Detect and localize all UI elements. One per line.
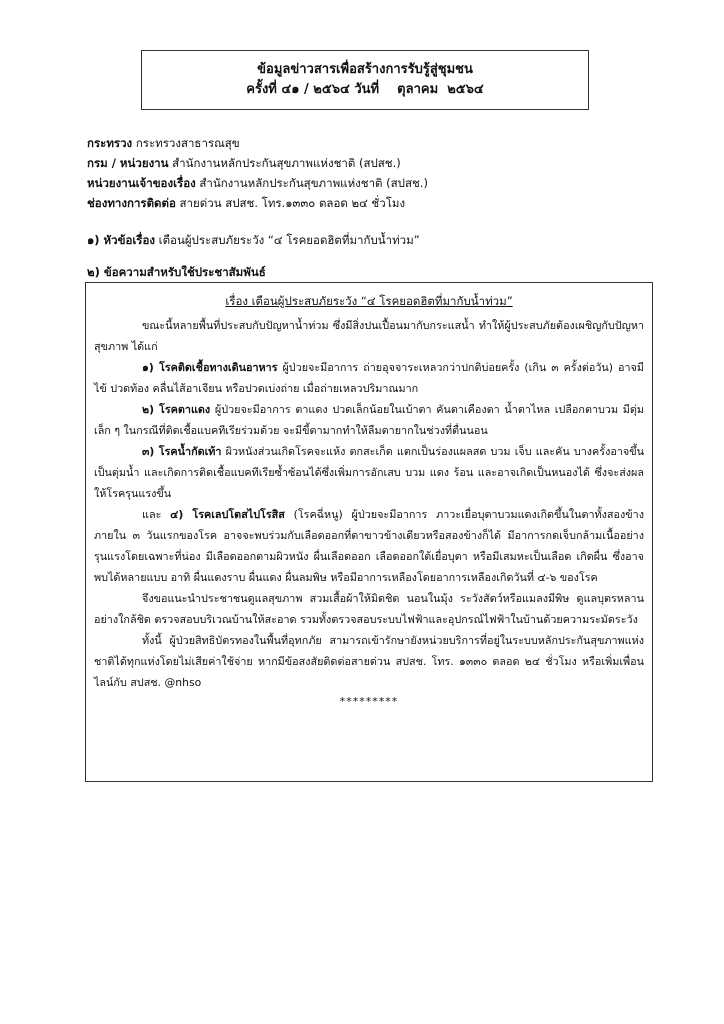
section2-label: ๒) ข้อความสำหรับใช้ประชาสัมพันธ์ — [87, 265, 266, 279]
disease-1 — [94, 357, 644, 399]
disease-3-body: ผิวหนังส่วนเกิดโรคจะแห้ง ตกสะเก็ด แตกเป็นร่องแผลสด บวม เจ็บ และคัน บางครั้งอาจขึ้นเป็นตุ่มน้ำ และเกิดการติดเชื้อแบคทีเรียซ้ำซ้อนได้ซึ่งเพิ่มการอักเสบ บวม แดง ร้อน และอาจเกิดเป็นหนองได้ ซึ่งจะส่งผลให้โรครุนแรงขึ้น — [94, 445, 644, 500]
meta-ministry-value: กระทรวงสาธารณสุข — [135, 136, 240, 150]
message-title: เรื่อง เตือนผู้ประสบภัยระวัง “๔ โรคยอดฮิตที่มากับน้ำท่วม” — [225, 294, 513, 308]
meta-ministry-label: กระทรวง — [87, 136, 133, 150]
meta-contact-value: สายด่วน สปสช. โทร.๑๓๓๐ ตลอด ๒๔ ชั่วโมง — [179, 196, 406, 210]
meta-ministry — [87, 133, 647, 153]
meta-owner-value: สำนักงานหลักประกันสุขภาพแห่งชาติ (สปสช.) — [199, 176, 428, 190]
meta-block — [87, 133, 647, 213]
meta-dept — [87, 153, 647, 173]
topic-value: เตือนผู้ประสบภัยระวัง “๔ โรคยอดฮิตที่มากับน้ำท่วม” — [158, 233, 420, 247]
disease-2-head: ๒) โรคตาแดง — [142, 403, 211, 416]
disease-2 — [94, 399, 644, 441]
topic-label: ๑) หัวข้อเรื่อง — [87, 233, 155, 247]
disease-3-head: ๓) โรคน้ำกัดเท้า — [142, 445, 222, 458]
disease-2-body: ผู้ป่วยจะมีอาการ ตาแดง ปวดเล็กน้อยในเบ้าตา คันตาเคืองตา น้ำตาไหล เปลือกตาบวม มีตุ่มเล็ก ๆ ในกรณีที่ติดเชื้อแบคทีเรียร่วมด้วย จะมีขี้ตามากทำให้ลืมตายากในช่วงที่ตื่นนอน — [94, 403, 644, 437]
topic-line — [87, 232, 420, 250]
meta-contact-label: ช่องทางการติดต่อ — [87, 196, 176, 210]
disease-4-body: (โรคฉี่หนู) ผู้ป่วยจะมีอาการ ภาวะเยื่อบุตาบวมแดงเกิดขึ้นในตาทั้งสองข้างภายใน ๓ วันแรกของโรค อาจจะพบร่วมกับเลือดออกที่ตาขาวข้างเดียวหรือสองข้างก็ได้ มีอาการกดเจ็บกล้ามเนื้ออย่างรุนแรงโดยเฉพาะที่น่อง มีเลือดออกตามผิวหนัง ผื่นเลือดออก เลือดออกใต้เยื่อบุตา หรือมีเสมหะเป็นเลือด เกิดผื่น ซึ่งอาจพบได้หลายแบบ อาทิ ผื่นแดงราบ ผื่นแดง ผื่นลมพิษ หรือมีอาการเหลืองโดยอาการเหลืองเกิดวันที่ ๔-๖ ของโรค — [94, 508, 644, 584]
disease-4 — [94, 504, 644, 588]
message-intro: ขณะนี้หลายพื้นที่ประสบกับปัญหาน้ำท่วม ซึ่งมีสิ่งปนเปื้อนมากับกระแสน้ำ ทำให้ผู้ประสบภัยต้องเผชิญกับปัญหาสุขภาพ ได้แก่ — [94, 319, 644, 353]
meta-owner-label: หน่วยงานเจ้าของเรื่อง — [87, 176, 196, 190]
header-issue-date: ครั้งที่ ๔๑ / ๒๕๖๔ วันที่ ตุลาคม ๒๕๖๔ — [246, 82, 484, 97]
header-title: ข้อมูลข่าวสารเพื่อสร้างการรับรู้สู่ชุมชน — [257, 62, 473, 77]
header-box — [141, 50, 589, 110]
message-closing: ทั้งนี้ ผู้ป่วยสิทธิบัตรทองในพื้นที่อุทกภัย สามารถเข้ารักษายังหน่วยบริการที่อยู่ในระบบหลักประกันสุขภาพแห่งชาติได้ทุกแห่งโดยไม่เสียค่าใช้จ่าย หากมีข้อสงสัยติดต่อสายด่วน สปสช. โทร. ๑๓๓๐ ตลอด ๒๔ ชั่วโมง หรือเพิ่มเพื่อนไลน์กับ สปสช. @nhso — [94, 634, 644, 689]
meta-dept-value: สำนักงานหลักประกันสุขภาพแห่งชาติ (สปสช.) — [172, 156, 401, 170]
meta-dept-label: กรม / หน่วยงาน — [87, 156, 169, 170]
meta-owner — [87, 173, 647, 193]
meta-contact — [87, 193, 647, 213]
message-advice: จึงขอแนะนำประชาชนดูแลสุขภาพ สวมเสื้อผ้าให้มิดชิด นอนในมุ้ง ระวังสัตว์หรือแมลงมีพิษ ดูแลบุตรหลานอย่างใกล้ชิด ตรวจสอบบริเวณบ้านให้สะอาด รวมทั้งตรวจสอบระบบไฟฟ้าและอุปกรณ์ไฟฟ้าในบ้านด้วยความระมัดระวัง — [94, 592, 644, 626]
end-stars: ********* — [339, 695, 399, 708]
disease-4-prefix: และ — [142, 508, 171, 521]
disease-1-body: ผู้ป่วยจะมีอาการ ถ่ายอุจจาระเหลวกว่าปกติบ่อยครั้ง (เกิน ๓ ครั้งต่อวัน) อาจมีไข้ ปวดท้อง คลื่นไส้อาเจียน หรือปวดเบ่งถ่าย เมื่อถ่ายเหลวปริมาณมาก — [94, 361, 644, 395]
disease-3 — [94, 441, 644, 504]
message-box — [85, 282, 653, 782]
disease-1-head: ๑) โรคติดเชื้อทางเดินอาหาร — [142, 361, 278, 374]
disease-4-head: ๔) โรคเลปโตสไปโรสิส — [170, 508, 285, 521]
